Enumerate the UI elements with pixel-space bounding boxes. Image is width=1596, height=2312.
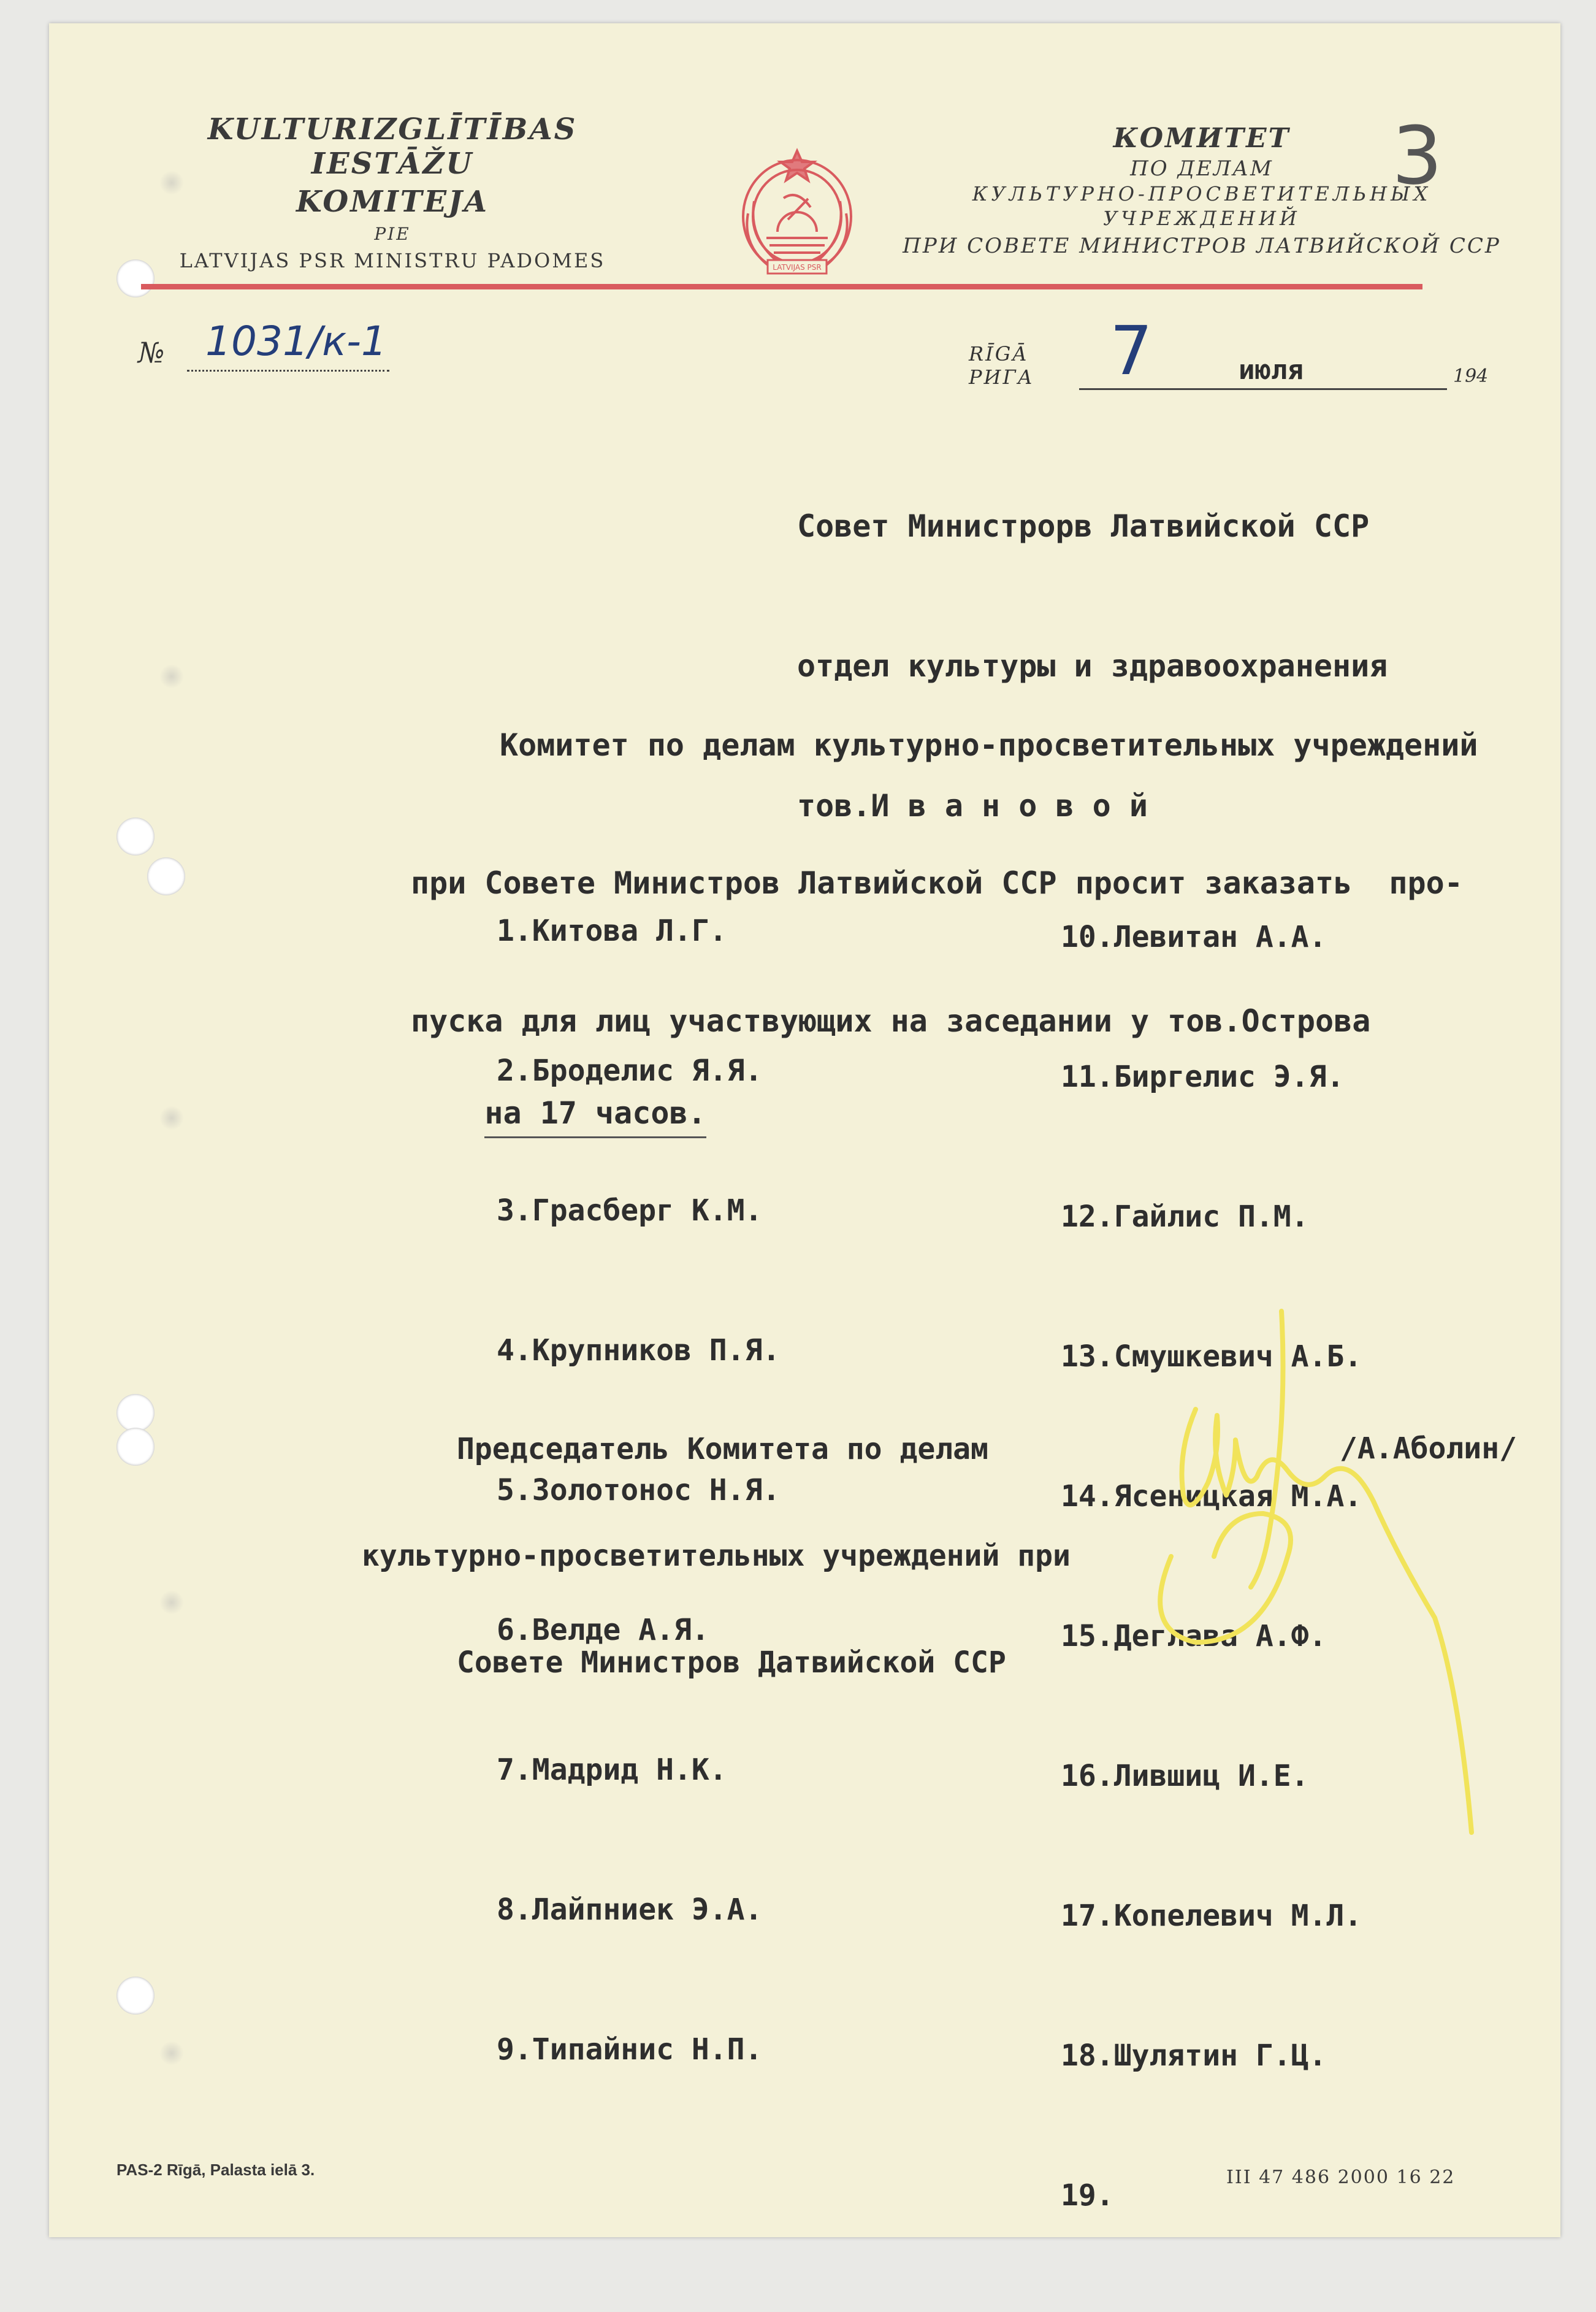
list-item: 8.Лайпниек Э.А. xyxy=(497,1893,763,1927)
date-day: 7 xyxy=(1110,312,1153,390)
punch-hole xyxy=(116,1428,155,1466)
punch-hole xyxy=(147,857,185,895)
letterhead-russian-line3: КУЛЬТУРНО-ПРОСВЕТИТЕЛЬНЫХ xyxy=(972,182,1432,205)
number-label: № xyxy=(138,336,165,369)
latvian-ssr-emblem xyxy=(730,140,865,287)
emboss-mark xyxy=(159,1106,184,1130)
addressee-line3: тов.И в а н о в о й xyxy=(797,788,1148,824)
punch-hole xyxy=(116,1394,155,1432)
list-item: 14.Ясеницкая М.А. xyxy=(1061,1479,1362,1514)
letterhead-russian-line2: ПО ДЕЛАМ xyxy=(1130,156,1273,181)
list-item: 11.Биргелис Э.Я. xyxy=(1061,1060,1345,1094)
list-item: 19. xyxy=(1061,2178,1114,2213)
signature-line1: Председатель Комитета по делам xyxy=(457,1432,988,1466)
list-item: 17.Копелевич М.Л. xyxy=(1061,1899,1362,1933)
letterhead-russian-line5: ПРИ СОВЕТЕ МИНИСТРОВ ЛАТВИЙСКОЙ ССР xyxy=(903,234,1501,258)
list-item: 15.Деглава А.Ф. xyxy=(1061,1619,1327,1653)
date-year: 194 xyxy=(1453,366,1489,387)
addressee-line2: отдел культуры и здравоохранения xyxy=(797,648,1388,684)
list-item: 12.Гайлис П.М. xyxy=(1061,1200,1309,1234)
body-line4: на 17 часов. xyxy=(484,1090,706,1138)
list-item: 3.Грасберг К.М. xyxy=(497,1193,763,1228)
emboss-mark xyxy=(159,664,184,689)
body-line3: пуска для лиц участвующих на заседании у тов.Острова xyxy=(411,1003,1371,1039)
letterhead-divider xyxy=(141,284,1422,289)
handwritten-signature xyxy=(1104,1299,1533,1851)
city-latvian: RĪGĀ xyxy=(969,342,1029,366)
footer-code: III 47 486 2000 16 22 xyxy=(1226,2167,1456,2188)
list-item: 1.Китова Л.Г. xyxy=(497,914,727,948)
document-page xyxy=(49,23,1560,2237)
list-item: 4.Крупников П.Я. xyxy=(497,1333,781,1368)
list-item: 5.Золотонос Н.Я. xyxy=(497,1473,781,1507)
letterhead-latvian-subtitle: KOMITEJA xyxy=(296,185,489,219)
footer-printer: PAS-2 Rīgā, Palasta ielā 3. xyxy=(116,2161,315,2179)
letterhead-latvian-council: LATVIJAS PSR MINISTRU PADOMES xyxy=(179,249,606,272)
list-item: 2.Броделис Я.Я. xyxy=(497,1054,763,1088)
date-month: июля xyxy=(1239,354,1304,386)
signer-name: /А.Аболин/ xyxy=(1340,1431,1517,1466)
body-line2: при Совете Министров Латвийской ССР просит заказать про- xyxy=(411,865,1463,901)
number-value: 1031/к-1 xyxy=(205,318,387,365)
letterhead-latvian-title: KULTURIZGLĪTĪBAS IESTĀŽU xyxy=(207,112,578,181)
reference-number xyxy=(138,312,445,379)
date-block xyxy=(969,312,1521,397)
letterhead-latvian xyxy=(123,112,662,272)
signature-line3: Совете Министров Датвийской ССР xyxy=(457,1645,1006,1680)
emboss-mark xyxy=(159,2041,184,2065)
signature-line2: культурно-просветительных учреждений при xyxy=(362,1539,1071,1573)
emboss-mark xyxy=(159,1590,184,1615)
list-item: 9.Типайнис Н.П. xyxy=(497,2032,763,2067)
page-number: 3 xyxy=(1392,109,1443,202)
letterhead-russian-line4: УЧРЕЖДЕНИЙ xyxy=(1103,207,1300,230)
addressee-line1: Совет Министрорв Латвийской ССР xyxy=(797,508,1370,544)
list-item: 16.Лившиц И.Е. xyxy=(1061,1759,1309,1793)
emblem-motto: LATVIJAS PSR xyxy=(773,263,822,272)
list-item: 7.Мадрид Н.К. xyxy=(497,1753,727,1787)
city-russian: РИГА xyxy=(969,366,1034,389)
letterhead-russian-title: КОМИТЕТ xyxy=(1113,123,1291,154)
list-item: 18.Шулятин Г.Ц. xyxy=(1061,2038,1327,2073)
punch-hole xyxy=(116,1977,155,2015)
list-item: 10.Левитан А.А. xyxy=(1061,920,1327,954)
letterhead-latvian-pie: PIE xyxy=(374,224,411,244)
signature-block xyxy=(362,1360,1071,1751)
list-item: 6.Велде А.Я. xyxy=(497,1613,709,1647)
punch-hole xyxy=(116,817,155,856)
list-item: 13.Смушкевич А.Б. xyxy=(1061,1339,1362,1374)
body-line1: Комитет по делам культурно-просветительных учреждений xyxy=(500,727,1478,763)
